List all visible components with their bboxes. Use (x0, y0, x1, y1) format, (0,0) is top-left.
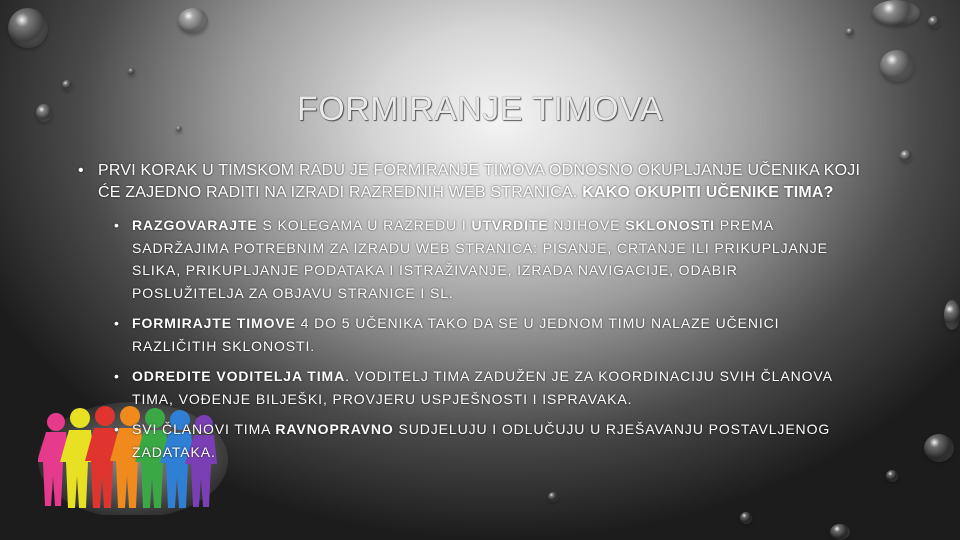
bullet-icon: • (114, 421, 120, 437)
water-drop-icon (924, 434, 954, 462)
slide-content (78, 160, 878, 471)
water-drop-icon (740, 512, 752, 524)
sub-bullet-text: 4 DO 5 UČENIKA TAKO DA SE U JEDNOM TIMU NALAZE UČENICI RAZLIČITIH SKLONOSTI. (132, 315, 780, 354)
water-drop-icon (62, 80, 72, 90)
sub-bullet-text: SUDJELUJU I ODLUČUJU U RJEŠAVANJU POSTAVLJENOG ZADATAKA. (132, 421, 831, 460)
water-drop-icon (872, 0, 920, 26)
sub-bullet (114, 312, 854, 357)
sub-bullet-text: . VODITELJ TIMA ZADUŽEN JE ZA KOORDINACIJU SVIH ČLANOVA TIMA, VOĐENJE BILJEŠKI, PROVJERU USPJEŠNOSTI I ISPRAVAKA. (132, 368, 833, 407)
sub-bullet-bold: RAZGOVARAJTE (132, 217, 258, 233)
sub-bullet-text: SVI ČLANOVI TIMA (132, 421, 276, 437)
water-drop-icon (830, 524, 850, 540)
bullet-icon: • (114, 217, 120, 233)
water-drop-icon (178, 8, 208, 34)
bullet-icon: • (78, 162, 84, 179)
bullet-icon: • (114, 315, 120, 331)
sub-bullet-text: NJIHOVE (548, 217, 626, 233)
slide-title: FORMIRANJE TIMOVA (296, 90, 664, 128)
sub-bullet-bold: RAVNOPRAVNO (275, 421, 394, 437)
water-drop-icon (846, 28, 854, 36)
bullet-icon: • (114, 368, 120, 384)
sub-bullet-bold: SKLONOSTI (625, 217, 715, 233)
sub-bullet-bold: UTVRDITE (471, 217, 549, 233)
sub-bullet-text: S KOLEGAMA U RAZREDU I (257, 217, 472, 233)
water-drop-icon (880, 50, 914, 82)
water-drop-icon (928, 16, 940, 28)
sub-bullet-text: PREMA SADRŽAJIMA POTREBNIM ZA IZRADU WEB STRANICA: PISANJE, CRTANJE ILI PRIKUPLJANJE SLIKA, PRIKUPLJANJE PODATAKA I ISTRAŽIVANJE, IZRADA NAVIGACIJE, ODABIR POSLUŽITELJA ZA OBJAVU STRANICE I SL. (132, 217, 828, 301)
sub-bullet (114, 214, 854, 304)
sub-bullet (114, 365, 854, 410)
sub-bullet-bold: ODREDITE VODITELJA TIMA (132, 368, 346, 384)
sub-bullet (114, 418, 854, 463)
main-bullet-text: PRVI KORAK U TIMSKOM RADU JE FORMIRANJE TIMOVA ODNOSNO OKUPLJANJE UČENIKA KOJI ĆE ZAJEDNO RADITI NA IZRADI RAZREDNIH WEB STRANICA. (98, 162, 861, 201)
main-bullet (78, 160, 878, 204)
water-drop-icon (886, 470, 898, 482)
water-drop-icon (900, 150, 912, 162)
water-drop-icon (128, 68, 135, 75)
water-drop-icon (944, 300, 960, 330)
sub-bullet-list (114, 214, 854, 463)
water-drop-icon (548, 492, 558, 502)
main-bullet-question: KAKO OKUPITI UČENIKE TIMA? (582, 184, 834, 201)
water-drop-icon (8, 8, 48, 48)
sub-bullet-bold: FORMIRAJTE TIMOVE (132, 315, 296, 331)
